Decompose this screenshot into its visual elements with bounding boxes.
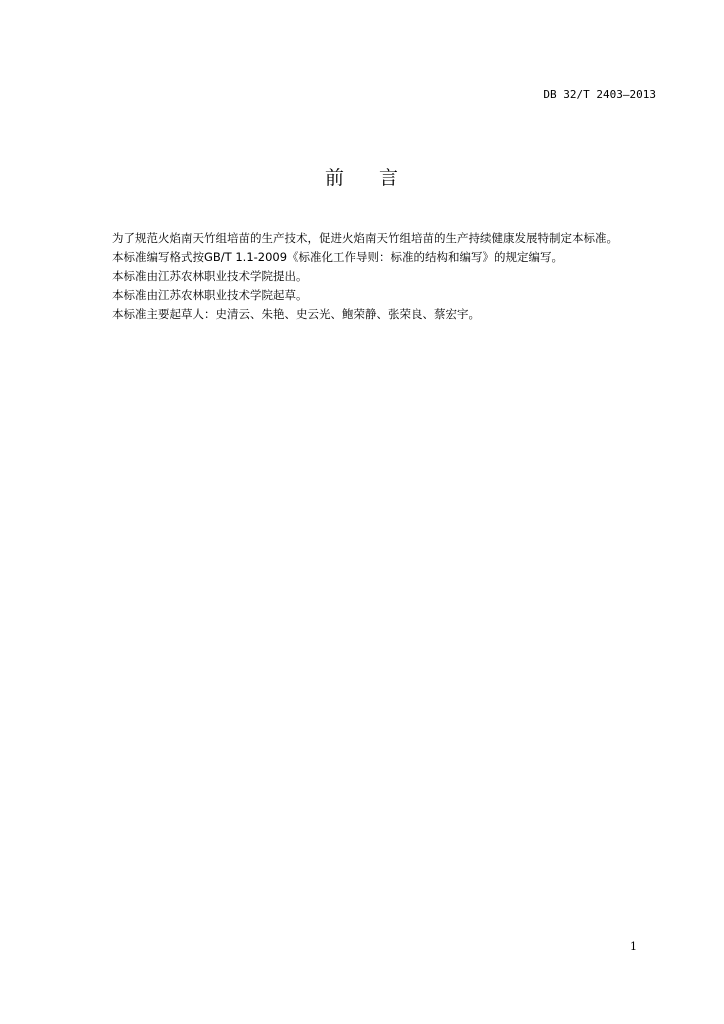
- preface-paragraph: 本标准编写格式按GB/T 1.1-2009《标准化工作导则：标准的结构和编写》的规定编写。: [112, 250, 564, 264]
- preface-paragraph: 本标准由江苏农林职业技术学院提出。: [112, 269, 308, 283]
- preface-paragraph: 本标准由江苏农林职业技术学院起草。: [112, 288, 308, 302]
- preface-paragraph: 本标准主要起草人：史清云、朱艳、史云光、鲍荣静、张荣良、蔡宏宇。: [112, 307, 480, 321]
- preface-paragraph: 为了规范火焰南天竹组培苗的生产技术，促进火焰南天竹组培苗的生产持续健康发展特制定本标准。: [112, 231, 618, 245]
- page-title: [0, 163, 724, 190]
- title-char-1: 前: [324, 167, 345, 189]
- standard-code: DB 32/T 2403—2013: [543, 88, 656, 101]
- page-number: 1: [630, 940, 637, 953]
- preface-body: [88, 229, 660, 324]
- title-char-2: 言: [379, 167, 400, 189]
